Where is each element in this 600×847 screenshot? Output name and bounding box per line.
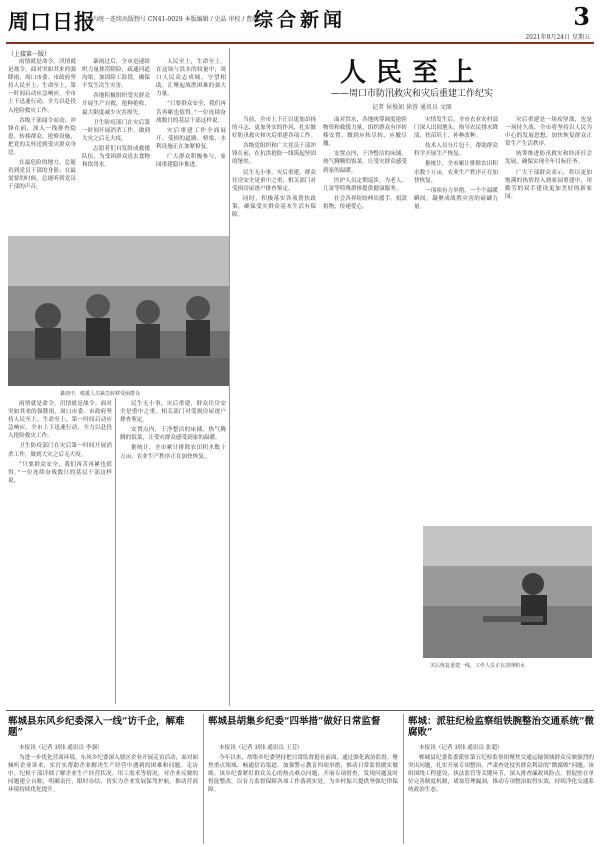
paragraph: 同时，积极落实各项帮扶政策，确保受灾群众基本生活有保障。: [232, 195, 316, 219]
paragraph: 民生无小事。灾后重建，群众住房安全是重中之重，相关部门对受损房屋逐户排查鉴定。: [120, 401, 226, 424]
paragraph: 广大干部群众表示，将以更加饱满的热情投入到家园重建中，用勤劳的双手建设更加美好的新家园。: [505, 169, 592, 200]
paragraph: 安置点内，干净整洁的床铺、热气腾腾的饭菜，让受灾群众感受到家的温暖。: [120, 427, 226, 442]
story-title: 郸城县胡集乡纪委“四举措”做好日常监督: [208, 716, 381, 727]
reconstruction-photo: [423, 526, 592, 658]
story-title: 郸城：派驻纪检监察组铁腕整治交通系统“微腐败”: [408, 716, 594, 738]
paragraph: 安置点内，干净整洁的床铺、热气腾腾的饭菜，让受灾群众感受到家的温暖。: [323, 151, 407, 174]
paragraph: 志愿者们自发组成救援队伍，为受困群众送去食物和饮用水。: [82, 145, 150, 169]
paragraph: 灾后重建是一场攻坚战，也是一场持久战。全市将坚持以人民为中心的发展思想，加快恢复群众正常生产生活秩序。: [505, 117, 592, 148]
story-body: [8, 744, 198, 844]
paragraph: 灾情发生后，全市农业农村部门深入田间地头，指导农民排水降渍、扶苗培土、补种改种。: [414, 117, 498, 140]
paragraph: 人民至上，生命至上。在这场与洪水的较量中，周口人民众志成城、守望相助，汇聚起战胜困难的强大力量。: [156, 59, 226, 98]
page-number: 3: [573, 2, 590, 31]
lead-column-8: [8, 400, 112, 702]
lead-column-5: [323, 116, 407, 702]
paragraph: 灾后重建工作全面展开，受损的道路、桥梁、水利设施正在加紧修复。: [156, 127, 226, 150]
paragraph: 各级干部闻令而动、冲锋在前，深入一线排查隐患、转移群众、抢修设施，把党的关怀送到受灾群众身边。: [8, 117, 76, 157]
paragraph: 据统计，全市累计排除农田积水数十万亩，农业生产秩序正在加快恢复。: [120, 445, 226, 460]
column-divider: [203, 714, 204, 844]
story-title: 郸城县东风乡纪委深入一线“访千企，解难题”: [8, 716, 185, 738]
column-divider: [115, 398, 116, 704]
paragraph: “只要群众安全，我们再苦再累也值得。”一位连续奋战数日的基层干部这样说。: [156, 101, 226, 124]
column-divider: [229, 48, 230, 706]
lead-column-1: [8, 58, 76, 232]
paragraph: 郸城县纪委监委派驻第五纪检监察组聚焦交通运输领域群众反映强烈的突出问题，扎实开展专项整治，严肃查处侵害群众利益的“微腐败”问题。该组围绕工程建设、执法监管等关键环节，深入排查廉政风险点，督促驻在单位完善制度机制，堵塞管理漏洞，推动专项整治取得实效，持续净化交通系统政治生态。: [408, 755, 594, 794]
section-title: 综合新闻: [253, 9, 346, 31]
story-body: [208, 744, 398, 844]
paragraph: 雨情就是命令，汛情就是战令。面对突如其来的强降雨，周口市委、市政府坚持人民至上、生命至上，第一时间启动应急响应，全市上下迅速行动，全力以赴投入抢险救灾工作。: [8, 59, 76, 114]
paragraph: 今年以来，胡集乡纪委坚持把日常监督挺在前面，通过强化政治监督、聚焦重点领域、畅通信访渠道、加强警示教育四项举措，推动日常监督做实做细。该乡纪委紧盯群众关心的热点难点问题，开展专项督查，发现问题及时督促整改，以有力监督保障各项工作落到实处，为乡村振兴提供坚强纪律保障。: [208, 755, 398, 794]
masthead-info: 国内统一连续出版物号 CN41-0029 本版编辑 / 史晶 审校 / 曹颜: [86, 16, 259, 23]
paragraph: 一项项有力举措，一个个温暖瞬间，凝聚成战胜灾害的磅礴力量。: [414, 187, 498, 210]
story-byline: 本报讯（记者 刘伟 通讯员 张超）: [419, 745, 503, 751]
paragraph: 广大群众积极参与，家园重建稳步推进。: [156, 154, 226, 169]
paragraph: 统筹推进防汛救灾和经济社会发展，确保实现全年目标任务。: [505, 151, 592, 166]
lead-column-6: [414, 116, 498, 520]
paragraph: 在最危险的地方，总能看到党员干部的身影；在最需要的时候，总能听到党员干部的声音。: [8, 160, 76, 191]
column-divider: [403, 714, 404, 844]
page-date: 2021年9月24日 星期五: [525, 34, 590, 41]
paragraph: 据统计，全市累计排除农田积水数十万亩，农业生产秩序正在加快恢复。: [414, 161, 498, 184]
lead-title: 人民至上: [339, 58, 484, 88]
photo-caption: 暴雨中，救援人员紧急转移受困群众: [60, 391, 141, 397]
lead-byline: 记者 侯俊如 徐蓉 通讯员 文图: [372, 104, 452, 111]
paragraph: 卫生防疫部门在灾后第一时间开展消杀工作，做到大灾之后无大疫。: [82, 119, 150, 142]
lead-kicker: （上接第一版）: [8, 51, 51, 58]
masthead: [0, 0, 600, 42]
lead-column-9: [120, 400, 226, 702]
paragraph: 卫生防疫部门在灾后第一时间开展消杀工作，做到大灾之后无大疫。: [8, 443, 112, 458]
lead-column-2: [82, 58, 150, 232]
paragraph: 技术人员分片包干，帮助群众科学开展生产恢复。: [414, 143, 498, 158]
paragraph: 各地积极组织受灾群众开展生产自救，抢种抢收，最大限度减少灾害损失。: [82, 93, 150, 116]
story-body: [408, 744, 594, 844]
bottom-rule: [6, 710, 594, 711]
paragraph: “只要群众安全，我们再苦再累也值得。”一位连续奋战数日的基层干部这样说。: [8, 461, 112, 484]
paragraph: 社会各界纷纷伸出援手，捐款捐物，传递爱心。: [323, 195, 407, 210]
paragraph: 各级党组织和广大党员干部冲锋在前，在抗洪抢险一线筑起坚固的堡垒。: [232, 143, 316, 166]
flood-rescue-photo: [8, 236, 229, 386]
lead-column-4: [232, 116, 316, 702]
paragraph: 当前，全市上下正以更加昂扬的斗志、更加务实的作风，扎实做好防汛救灾和灾后重建各项工作。: [232, 117, 316, 140]
lead-column-7: [505, 116, 592, 520]
lead-subtitle: ——周口市防汛救灾和灾后重建工作纪实: [330, 89, 493, 99]
paragraph: 雨情就是命令，汛情就是战令。面对突如其来的强降雨，周口市委、市政府坚持人民至上、生命至上，第一时间启动应急响应，全市上下迅速行动，全力以赴投入抢险救灾工作。: [8, 401, 112, 440]
paragraph: 为进一步优化营商环境，东风乡纪委深入辖区企业开展走访活动，面对面倾听企业诉求，实打实帮助企业解决生产经营中遇到的困难和问题。走访中，纪检干部详细了解企业生产经营状况、用工需求等情况，对企业反映的问题建立台账，明确责任，限时办结，切实为企业发展保驾护航，推动营商环境持续优化提升。: [8, 755, 198, 794]
paragraph: 面对洪水，各地统筹调度抢险物资和救援力量，组织群众有序转移安置，做到应转尽转、应撤尽撤。: [323, 117, 407, 148]
masthead-rule: [6, 42, 594, 44]
paragraph: 暴雨过后，全市迅速组织力量排涝除险，疏通河道沟渠，加固险工险段，确保不发生次生灾害。: [82, 59, 150, 90]
lead-column-3: [156, 58, 226, 232]
story-byline: 本报讯（记者 刘伟 通讯员 李强）: [19, 745, 103, 751]
story-byline: 本报讯（记者 刘伟 通讯员 王芳）: [219, 745, 303, 751]
photo-caption: 灾后恢复重建一线，工作人员正在清理积水: [430, 663, 526, 669]
newspaper-logo: 周口日报: [8, 9, 96, 34]
paragraph: 民生无小事。灾后重建，群众住房安全是重中之重，相关部门对受损房屋逐户排查鉴定。: [232, 169, 316, 192]
paragraph: 医护人员定期巡诊，为老人、儿童等特殊群体提供健康服务。: [323, 177, 407, 192]
